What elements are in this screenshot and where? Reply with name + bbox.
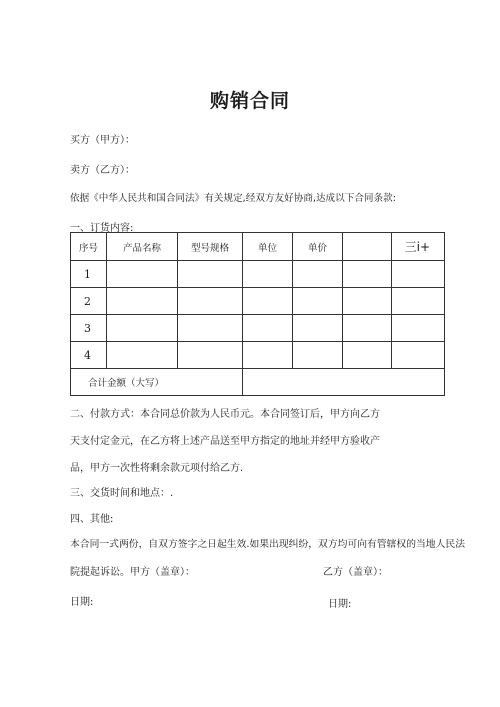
table-row [71,261,445,288]
party-a-seal: 院提起诉讼。甲方（盖章）： [70,567,195,578]
table-cell [107,342,178,369]
header-total: 三i+ [392,233,445,261]
section-order-heading: 一、订货内容: [70,223,134,234]
table-row [71,288,445,315]
table-cell [392,342,445,369]
party-a-date: 日期: [70,597,94,608]
table-cell [107,261,178,288]
payment-line-1: 二、付款方式：本合同总价款为人民币元。本合同签订后，甲方向乙方 [70,409,380,420]
table-cell [343,315,392,342]
row-index: 4 [71,342,107,369]
header-unit-price: 单价 [293,233,343,261]
row-index: 1 [71,261,107,288]
table-header-row [71,233,445,261]
seller-line: 卖方（乙方）： [70,165,135,176]
party-b-date: 日期: [328,599,352,610]
payment-line-2: 天支付定金元，在乙方将上述产品送至甲方指定的地址并经甲方验收产 [70,436,380,447]
other-line-1: 本合同一式两份，自双方签字之日起生效.如果出现纠纷，双方均可向有管辖权的当地人民法 [70,539,465,550]
table-cell [293,261,343,288]
header-blank [343,233,392,261]
page-title: 购销合同 [209,90,290,112]
table-cell [178,288,243,315]
table-cell [243,342,293,369]
order-table [70,232,445,396]
header-unit: 单位 [243,233,293,261]
delivery-line: 三、交货时间和地点：. [70,488,174,499]
table-cell [343,342,392,369]
table-cell [343,288,392,315]
party-b-seal: 乙方（盖章）： [323,567,388,578]
table-cell [392,261,445,288]
row-index: 2 [71,288,107,315]
table-cell [178,342,243,369]
payment-line-3: 品，甲方一次性将剩余款元项付给乙方. [70,463,244,474]
total-amount-label: 合计金额（大写） [71,369,243,396]
table-cell [293,315,343,342]
table-cell [178,261,243,288]
row-index: 3 [71,315,107,342]
total-amount-value [243,369,445,396]
header-model-spec: 型号规格 [178,233,243,261]
section-other-heading: 四、其他: [70,514,114,525]
total-row [71,369,445,396]
table-row [71,342,445,369]
table-cell [243,261,293,288]
table-cell [392,288,445,315]
header-index: 序号 [71,233,107,261]
table-cell [343,261,392,288]
table-cell [107,315,178,342]
table-cell [107,288,178,315]
table-cell [178,315,243,342]
table-row [71,315,445,342]
buyer-line: 买方（甲方）： [70,135,135,146]
table-cell [243,315,293,342]
table-cell [243,288,293,315]
preamble: 依据《中华人民共和国合同法》有关规定,经双方友好协商,达成以下合同条款: [70,193,396,204]
header-product-name: 产品名称 [107,233,178,261]
table-cell [392,315,445,342]
table-cell [293,288,343,315]
table-cell [293,342,343,369]
